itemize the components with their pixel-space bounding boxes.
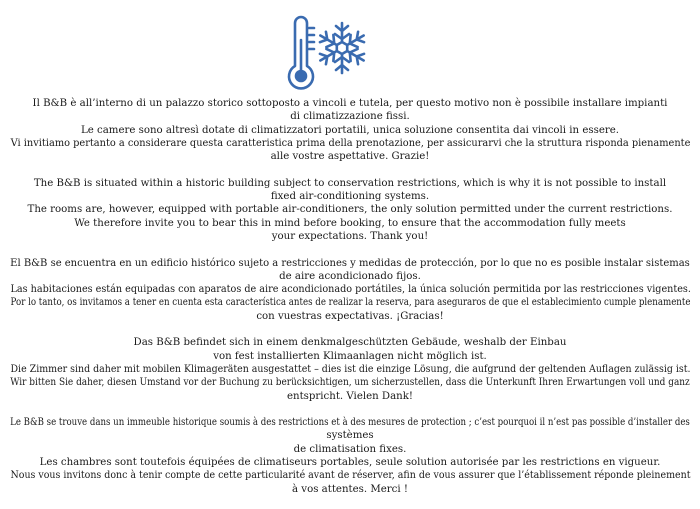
text-line: alle vostre aspettative. Grazie! xyxy=(270,151,430,163)
text-line: El B&B se encuentra en un edificio histórico sujeto a restricciones y medidas de protección, por lo que no es posible instalar sistemas xyxy=(10,257,690,269)
text-line: Le camere sono altresì dotate di climatizzatori portatili, unica soluzione consentita dai vincoli in essere. xyxy=(80,124,620,136)
text-line: à vos attentes. Merci ! xyxy=(292,483,408,495)
text-line: Il B&B è all’interno di un palazzo storico sottoposto a vincoli e tutela, per questo motivo non è possibile installare impianti xyxy=(32,98,668,109)
text-line: Por lo tanto, os invitamos a tener en cuenta esta característica antes de realizar la reserva, para aseguraros de que el establecimiento cumple plenamente xyxy=(10,297,690,309)
paragraph-italian xyxy=(10,97,690,163)
header-icons xyxy=(0,14,700,94)
text-line: di climatizzazione fissi. xyxy=(290,111,410,123)
notice-text xyxy=(10,97,690,509)
text-line: Vi invitiamo pertanto a considerare questa caratteristica prima della prenotazione, per assicurarvi che la struttura risponda pienamente xyxy=(10,137,690,149)
text-line: Las habitaciones están equipadas con aparatos de aire acondicionado portátiles, la única solución permitida por las restricciones vigentes. xyxy=(10,284,691,296)
paragraph-spanish xyxy=(10,257,690,323)
paragraph-german xyxy=(10,336,690,402)
text-line: fixed air-conditioning systems. xyxy=(270,191,430,203)
text-line: The rooms are, however, equipped with portable air-conditioners, the only solution permitted under the current restrictions. xyxy=(27,204,673,216)
snowflake-icon xyxy=(314,20,370,76)
text-line: de climatisation fixes. xyxy=(293,443,407,455)
text-line: Nous vous invitons donc à tenir compte de cette particularité avant de réserver, afin de vous assurer que l’établissement réponde pleinement xyxy=(10,470,691,482)
text-line: entspricht. Vielen Dank! xyxy=(286,390,414,402)
text-line: Le B&B se trouve dans un immeuble historique soumis à des restrictions et à des mesures de protection ; c’est pourquoi il n’est pas possible d’installer des xyxy=(10,417,690,429)
text-line: Die Zimmer sind daher mit mobilen Klimageräten ausgestattet – dies ist die einzige Lösung, die aufgrund der geltenden Auflagen zulässig ist. xyxy=(10,363,691,375)
text-line: Les chambres sont toutefois équipées de climatiseurs portables, seule solution autorisée par les restrictions en vigueur. xyxy=(39,457,661,469)
text-line: The B&B is situated within a historic building subject to conservation restrictions, which is why it is not possible to install xyxy=(33,177,667,189)
paragraph-english xyxy=(10,177,690,243)
text-line: systèmes xyxy=(326,430,374,442)
text-line: Wir bitten Sie daher, diesen Umstand vor der Buchung zu berücksichtigen, um sicherzustellen, dass die Unterkunft Ihren Erwartungen voll und ganz xyxy=(10,377,690,389)
text-line: von fest installierten Klimaanlagen nicht möglich ist. xyxy=(213,350,487,362)
text-line: con vuestras expectativas. ¡Gracias! xyxy=(256,310,444,322)
paragraph-french xyxy=(10,416,690,496)
text-line: your expectations. Thank you! xyxy=(271,230,429,242)
text-line: de aire acondicionado fijos. xyxy=(279,270,421,282)
text-line: Das B&B befindet sich in einem denkmalgeschützten Gebäude, weshalb der Einbau xyxy=(133,337,567,349)
text-line: We therefore invite you to bear this in mind before booking, to ensure that the accommodation fully meets xyxy=(74,217,626,229)
